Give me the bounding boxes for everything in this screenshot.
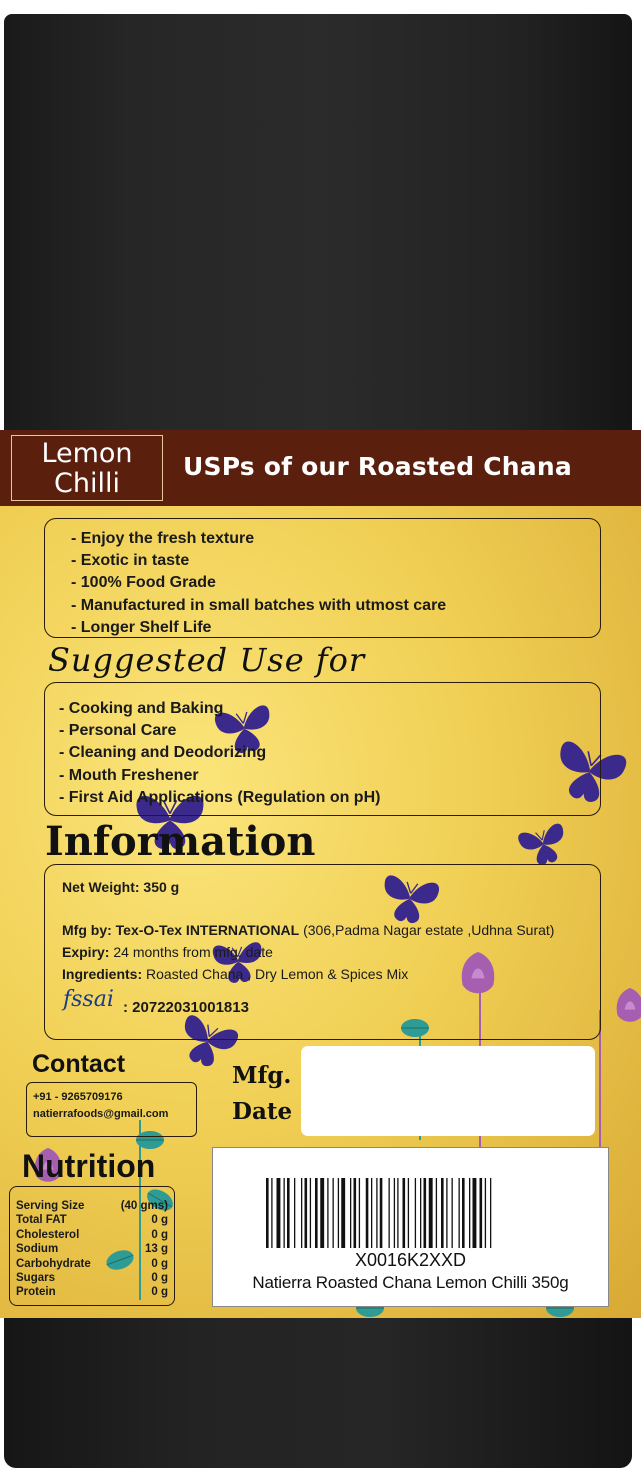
flower-icon: [617, 988, 641, 1022]
barcode-number: X0016K2XXD: [354, 1250, 467, 1270]
nutrient-label: Sugars: [16, 1272, 55, 1285]
flavor-line-1: Lemon: [41, 438, 133, 469]
barcode-bar: [441, 1178, 444, 1248]
fssai-logo: fssai: [63, 987, 114, 1012]
use-item: - Personal Care: [59, 722, 177, 740]
contact-box: [26, 1082, 197, 1137]
barcode-bar: [333, 1178, 334, 1248]
nutrition-row: [16, 1199, 168, 1213]
net-weight: Net Weight: 350 g: [62, 879, 180, 895]
contact-title: Contact: [32, 1050, 126, 1078]
barcode-bar: [446, 1178, 447, 1248]
barcode-bar: [305, 1178, 308, 1248]
nutrition-row: [16, 1228, 168, 1242]
barcode-bar: [371, 1178, 372, 1248]
suggested-use-list: [44, 682, 601, 816]
usp-item: - 100% Food Grade: [71, 574, 216, 592]
nutrient-label: Serving Size: [16, 1200, 85, 1212]
ingredients: [62, 966, 408, 982]
nutrition-table: [9, 1186, 175, 1306]
mfg-date-line-2: Date: [232, 1098, 293, 1125]
barcode-bar: [315, 1178, 318, 1248]
barcode-bar: [376, 1178, 377, 1248]
barcode-bar: [436, 1178, 437, 1248]
usp-item: - Enjoy the fresh texture: [71, 530, 255, 547]
barcode-bar: [389, 1178, 390, 1248]
nutrition-row: [16, 1242, 168, 1256]
barcode-bar: [480, 1178, 483, 1248]
ingredients-value: Roasted Chana , Dry Lemon & Spices Mix: [142, 966, 409, 982]
manufacturer-label: Mfg by: Tex-O-Tex INTERNATIONAL: [62, 922, 300, 938]
barcode-bar: [359, 1178, 360, 1248]
manufacturer: [62, 922, 554, 938]
usp-list: [44, 518, 601, 638]
barcode-bar: [485, 1178, 486, 1248]
barcode-bar: [294, 1178, 295, 1248]
nutrient-label: Sodium: [16, 1243, 59, 1256]
nutrient-value: 0 g: [151, 1272, 168, 1285]
barcode-bar: [394, 1178, 395, 1248]
expiry-label: Expiry:: [62, 944, 110, 960]
barcode-bar: [469, 1178, 470, 1248]
contact-email: natierrafoods@gmail.com: [33, 1108, 169, 1120]
barcode-bar: [284, 1178, 285, 1248]
flavor-line-2: Chilli: [54, 468, 120, 499]
nutrient-label: Total FAT: [16, 1214, 67, 1227]
barcode-bar: [341, 1178, 345, 1248]
nutrient-value: 0 g: [151, 1257, 168, 1270]
barcode-bar: [338, 1178, 339, 1248]
barcode-bar: [310, 1178, 311, 1248]
suggested-use-title: Suggested Use for: [48, 641, 366, 679]
barcode-bar: [473, 1178, 477, 1248]
barcode-bar: [350, 1178, 351, 1248]
barcode-bar: [277, 1178, 281, 1248]
barcode-description: Natierra Roasted Chana Lemon Chilli 350g: [252, 1273, 569, 1292]
mfg-date-line-1: Mfg.: [232, 1062, 292, 1089]
nutrient-value: 0 g: [151, 1228, 168, 1241]
use-item: - Mouth Freshener: [59, 766, 199, 784]
barcode-bar: [301, 1178, 302, 1248]
use-item: - Cooking and Baking: [59, 700, 224, 717]
contact-phone: +91 - 9265709176: [33, 1091, 123, 1103]
barcode-bar: [408, 1178, 409, 1248]
barcode-bar: [320, 1178, 324, 1248]
barcode-bar: [415, 1178, 416, 1248]
barcode-bar: [271, 1178, 272, 1248]
fssai-number: : 20722031001813: [123, 999, 249, 1016]
information-title: Information: [45, 818, 316, 865]
barcode-icon: [266, 1178, 556, 1248]
nutrient-label: Protein: [16, 1286, 56, 1299]
barcode-bar: [462, 1178, 465, 1248]
nutrition-row: [16, 1285, 168, 1299]
usp-item: - Exotic in taste: [71, 552, 190, 570]
usp-title: USPs of our Roasted Chana: [183, 452, 572, 481]
barcode-bar: [366, 1178, 369, 1248]
usp-item: - Longer Shelf Life: [71, 618, 212, 636]
nutrition-row: [16, 1213, 168, 1227]
information-box: [44, 864, 601, 1040]
nutrition-row: [16, 1271, 168, 1285]
expiry-value: 24 months from mfg. date: [109, 944, 273, 960]
nutrition-title: Nutrition: [22, 1148, 156, 1184]
use-item: - First Aid Applications (Regulation on pH): [59, 788, 381, 806]
pouch-bottom: [4, 1318, 632, 1468]
nutrient-value: 0 g: [151, 1286, 168, 1299]
butterfly-icon: [517, 822, 570, 869]
nutrient-label: Cholesterol: [16, 1228, 80, 1241]
ingredients-label: Ingredients:: [62, 966, 143, 982]
barcode-bar: [354, 1178, 357, 1248]
barcode-bar: [327, 1178, 328, 1248]
use-item: - Cleaning and Deodorizing: [59, 744, 267, 762]
barcode-bar: [397, 1178, 398, 1248]
barcode-bar: [452, 1178, 453, 1248]
barcode-bar: [429, 1178, 433, 1248]
nutrition-row: [16, 1257, 168, 1271]
expiry: [62, 944, 273, 960]
barcode-bar: [490, 1178, 491, 1248]
barcode-bar: [424, 1178, 427, 1248]
nutrient-label: Carbohydrate: [16, 1257, 91, 1270]
barcode-bar: [459, 1178, 460, 1248]
nutrient-value: 13 g: [144, 1243, 168, 1256]
nutrient-value: (40 gms): [120, 1200, 168, 1212]
barcode-bar: [420, 1178, 421, 1248]
barcode-bar: [380, 1178, 383, 1248]
barcode-bar: [287, 1178, 290, 1248]
barcode-bar: [266, 1178, 269, 1248]
mfg-date-label: [232, 1058, 302, 1130]
barcode-label: [212, 1147, 609, 1307]
mfg-date-field: [301, 1046, 595, 1136]
nutrient-value: 0 g: [151, 1214, 168, 1227]
usp-item: - Manufactured in small batches with utmost care: [71, 596, 447, 614]
barcode-bar: [403, 1178, 406, 1248]
manufacturer-address: (306,Padma Nagar estate ,Udhna Surat): [299, 922, 555, 938]
